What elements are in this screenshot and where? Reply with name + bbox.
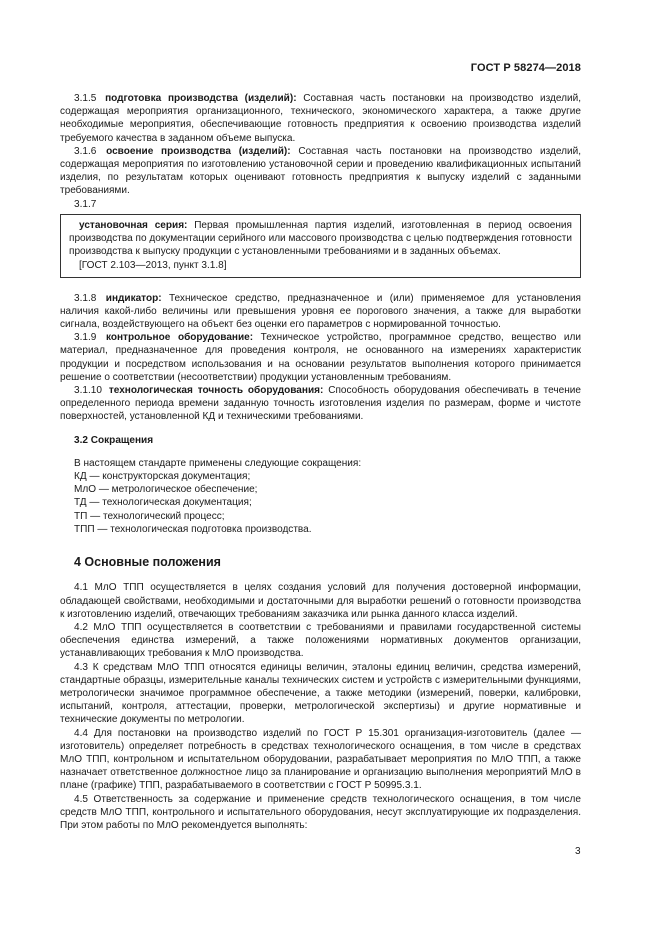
term: технологическая точность оборудования: — [108, 385, 324, 397]
abbreviation-item: ТПП — технологическая подготовка производства. — [74, 523, 312, 535]
clause-4-5: 4.5 Ответственность за содержание и применение средств технологического оснащения, в том числе средств МлО ТПП, контрольного и испытательного оборудования, несут эксплуатирующие их подразделения. При этом работы по МлО рекомендуется выполнять: — [60, 793, 581, 831]
source-reference: [ГОСТ 2.103—2013, пункт 3.1.8] — [79, 260, 227, 272]
definition: Способность оборудования обеспечивать в течение определенного периода времени заданную точность изготовления изделия по размерам, форме и чистоте поверхностей, установленной КД и техническими требованиями. — [60, 385, 581, 423]
standard-number: ГОСТ Р 58274—2018 — [470, 62, 581, 74]
definition: Техническое устройство, программное средство, вещество или материал, предназначенное для проведения контроля, не основанного на измерениях характеристик продукции и посредством использования и на основании результатов выполнения которого принимается решение о соответствии (несоответствии) продукции установленным требованиям. — [60, 332, 581, 383]
clause-4-3: 4.3 К средствам МлО ТПП относятся единицы величин, эталоны единиц величин, средства измерений, стандартные образцы, измерительные каналы технических систем и устройств с измерительными функциями, метрологически значимое программное обеспечение, а также методики (измерений, поверки, калибровки, испытаний, контроля, аттестации, проверки, метрологической экспертизы) и другие нормативные и технические документы по метрологии. — [60, 661, 581, 726]
clause-4-1: 4.1 МлО ТПП осуществляется в целях создания условий для получения достоверной информации, обладающей свойствами, необходимыми и достаточными для выработки решений о готовности производства к изготовлению изделий, отвечающих требованиям заказчика или рынка данного класса изделий. — [60, 582, 581, 620]
abbreviations-heading: 3.2 Сокращения — [74, 434, 154, 446]
page-number: 3 — [575, 846, 581, 857]
clause-3-1-6: 3.1.6 освоение производства (изделий): Составная часть постановки на производство изделий, содержащая мероприятия по изготовлению установочной серии и проведению квалификационных испытаний изделия, по результатам которых оценивают готовность предприятия к выпуску изделий с заданными требованиями. — [60, 145, 581, 197]
clause-4-2: 4.2 МлО ТПП осуществляется в соответствии с требованиями и правилами государственной системы обеспечения единства измерений, а также положениями нормативных документов организации, устанавливающих требования к МлО производства. — [60, 621, 581, 660]
clause-3-1-9: 3.1.9 контрольное оборудование: Техническое устройство, программное средство, вещество или материал, предназначенное для проведения контроля, не основанного на измерениях характеристик продукции и посредством использования и на основании результатов выполнения которого принимается решение о соответствии (несоответствии) продукции установленным требованиям. — [60, 332, 581, 383]
clause-4-4: 4.4 Для постановки на производство изделий по ГОСТ Р 15.301 организация-изготовитель (далее — изготовитель) определяет потребность в средствах технологического оснащения, в том числе в средствах МлО ТПП, контрольном и испытательном оборудовании, разрабатывает мероприятия по МлО ТПП, а также назначает ответственное должностное лицо за планирование и организацию выполнения мероприятий МлО в плане (графике) ТПП, разрабатываемого в соответствии с ГОСТ Р 50995.3.1. — [60, 727, 581, 792]
clause-3-1-7-number: 3.1.7 — [74, 198, 97, 210]
abbreviation-item: ТД — технологическая документация; — [74, 497, 252, 509]
abbreviation-item: МлО — метрологическое обеспечение; — [74, 484, 258, 496]
abbreviations-intro: В настоящем стандарте применены следующие сокращения: — [74, 457, 362, 469]
definition: Техническое средство, предназначенное и (или) применяемое для установления наличия какой-либо величины или превышения уровня ее порогового значения, а также для выработки сигнала, воздействующего на объект без оценки его параметров с нормированной точностью. — [60, 292, 581, 331]
definition: Составная часть постановки на производство изделий, содержащая мероприятия организационного, технического, экономического характера, а также другие необходимые мероприятия, обеспечивающие готовность предприятия к освоению производства изделий требуемого качества в заданном объеме выпуска. — [60, 93, 582, 144]
section-4-heading: 4 Основные положения — [74, 555, 221, 570]
term: индикатор: — [105, 292, 162, 304]
clause-3-1-8: 3.1.8 индикатор: Техническое средство, предназначенное и (или) применяемое для установления наличия какой-либо величины или превышения уровня ее порогового значения, а также для выработки сигнала, воздействующего на объект без оценки его параметров с нормированной точностью. — [60, 292, 581, 331]
page-content — [60, 92, 581, 832]
clause-3-1-5: 3.1.5 подготовка производства (изделий): Составная часть постановки на производство изделий, содержащая мероприятия организационного, технического, экономического характера, а также другие необходимые мероприятия, обеспечивающие готовность предприятия к освоению производства изделий требуемого качества в заданном объеме выпуска. — [60, 93, 582, 144]
term: освоение производства (изделий): — [106, 145, 291, 157]
term: контрольное оборудование: — [105, 332, 254, 344]
clause-3-1-10: 3.1.10 технологическая точность оборудования: Способность оборудования обеспечивать в течение определенного периода времени заданную точность изготовления изделия по размерам, форме и чистоте поверхностей, установленной КД и техническими требованиями. — [60, 385, 581, 423]
term: установочная серия: — [79, 219, 188, 231]
definition: Первая промышленная партия изделий, изготовленная в период освоения производства по документации серийного или массового производства с целью подтверждения готовности производства к выпуску продукции с установленными требованиями и в заданных объемах. — [69, 219, 572, 258]
term: подготовка производства (изделий): — [105, 93, 297, 104]
definition: Составная часть постановки на производство изделий, содержащая мероприятия по изготовлению установочной серии и проведению квалификационных испытаний изделия, по результатам которых оценивают готовность предприятия к выпуску изделий с заданными требованиями. — [60, 145, 581, 197]
abbreviation-item: КД — конструкторская документация; — [74, 471, 251, 483]
clause-3-1-7 — [69, 219, 572, 259]
abbreviation-item: ТП — технологический процесс; — [74, 510, 225, 522]
quoted-definition-box — [60, 214, 581, 278]
